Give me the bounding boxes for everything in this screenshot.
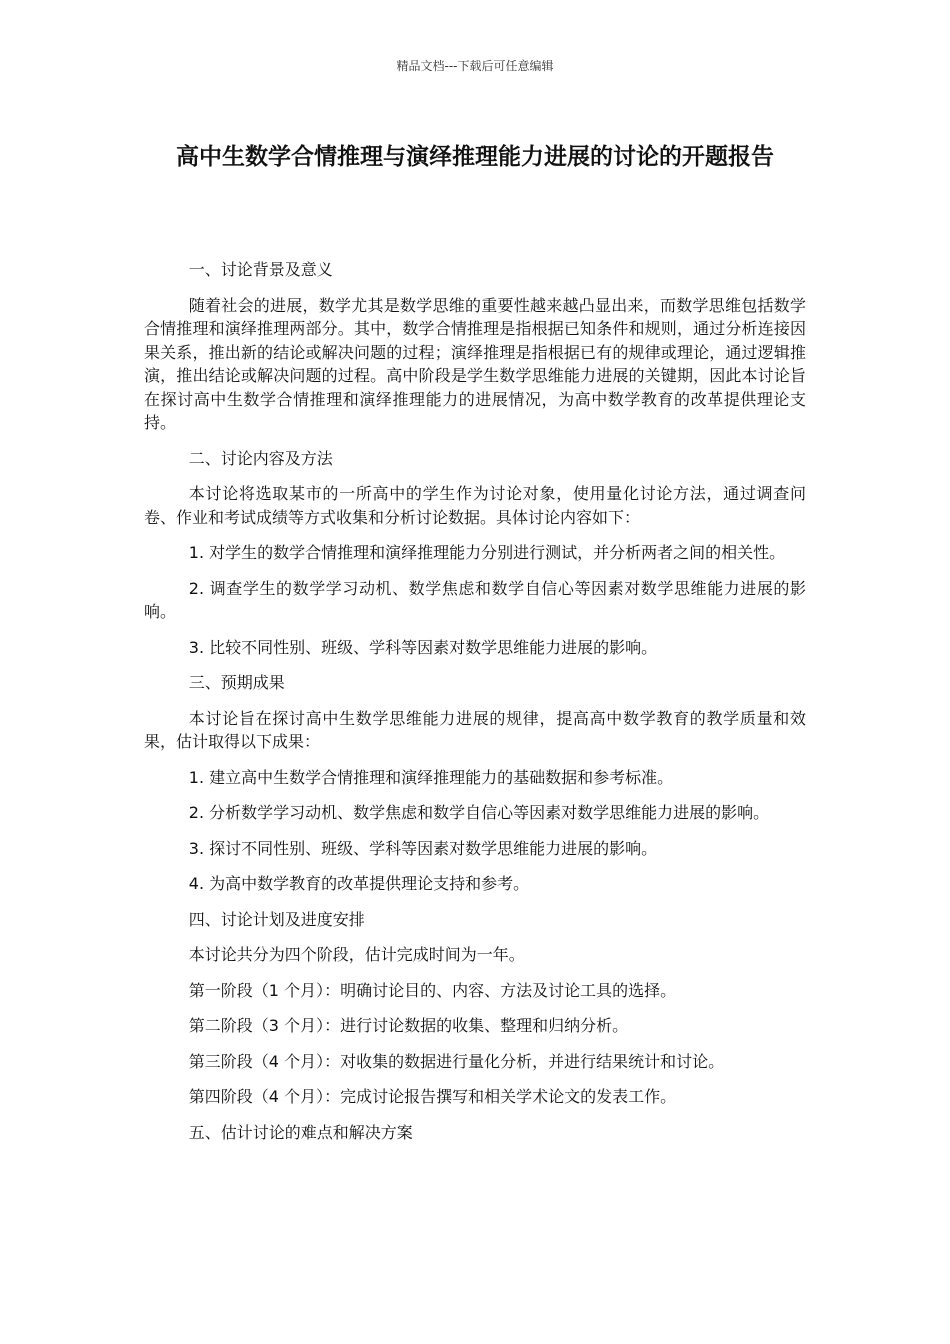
paragraph: 随着社会的进展，数学尤其是数学思维的重要性越来越凸显出来，而数学思维包括数学合情推理和演绎推理两部分。其中，数学合情推理是指根据已知条件和规则，通过分析连接因果关系，推出新的结论或解决问题的过程；演绎推理是指根据已有的规律或理论，通过逻辑推演，推出结论或解决问题的过程。高中阶段是学生数学思维能力进展的关键期，因此本讨论旨在探讨高中生数学合情推理和演绎推理能力的进展情况，为高中数学教育的改革提供理论支持。: [144, 295, 806, 432]
paragraph: 本讨论共分为四个阶段，估计完成时间为一年。: [188, 945, 525, 964]
header-note: 精品文档---下载后可任意编辑: [396, 59, 554, 73]
list-item: 2. 分析数学学习动机、数学焦虑和数学自信心等因素对数学思维能力进展的影响。: [188, 803, 770, 822]
document-title: 高中生数学合情推理与演绎推理能力进展的讨论的开题报告: [176, 144, 774, 170]
paragraph: 本讨论将选取某市的一所高中的学生作为讨论对象，使用量化讨论方法，通过调查问卷、作业和考试成绩等方式收集和分析讨论数据。具体讨论内容如下：: [144, 484, 806, 527]
schedule-item: 第三阶段（4 个月）：对收集的数据进行量化分析，并进行结果统计和讨论。: [188, 1051, 725, 1071]
section-heading-2: 二、讨论内容及方法: [188, 448, 333, 468]
schedule-item: 第一阶段（1 个月）：明确讨论目的、内容、方法及讨论工具的选择。: [188, 980, 677, 1000]
section-heading-4: 四、讨论计划及进度安排: [188, 909, 365, 929]
paragraph: 本讨论旨在探讨高中生数学思维能力进展的规律，提高高中数学教育的教学质量和效果，估计取得以下成果：: [144, 708, 806, 751]
section-heading-1: 一、讨论背景及意义: [188, 260, 333, 279]
schedule-item: 第二阶段（3 个月）：进行讨论数据的收集、整理和归纳分析。: [188, 1016, 629, 1035]
list-item: 1. 建立高中生数学合情推理和演绎推理能力的基础数据和参考标准。: [188, 767, 674, 787]
document-body: [144, 258, 806, 1156]
list-item: 4. 为高中数学教育的改革提供理论支持和参考。: [188, 874, 530, 893]
list-item: 1. 对学生的数学合情推理和演绎推理能力分别进行测试，并分析两者之间的相关性。: [188, 543, 786, 562]
section-heading-3: 三、预期成果: [188, 673, 285, 692]
list-item: 2. 调查学生的数学学习动机、数学焦虑和数学自信心等因素对数学思维能力进展的影响。: [144, 578, 806, 621]
list-item: 3. 比较不同性别、班级、学科等因素对数学思维能力进展的影响。: [188, 637, 658, 657]
section-heading-5: 五、估计讨论的难点和解决方案: [188, 1122, 413, 1142]
list-item: 3. 探讨不同性别、班级、学科等因素对数学思维能力进展的影响。: [188, 838, 658, 858]
schedule-item: 第四阶段（4 个月）：完成讨论报告撰写和相关学术论文的发表工作。: [188, 1087, 677, 1106]
